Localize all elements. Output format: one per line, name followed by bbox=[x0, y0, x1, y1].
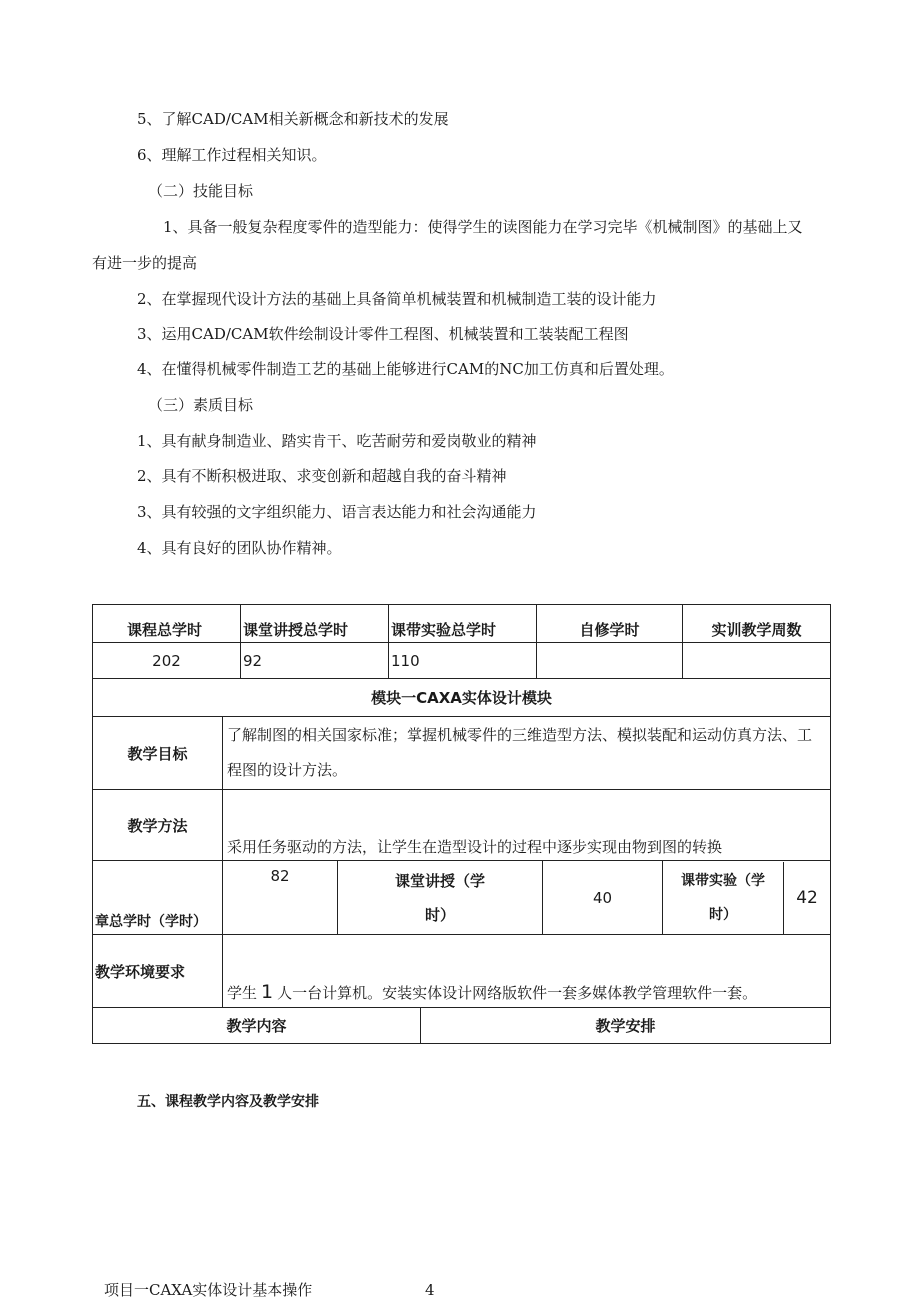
goal-text-line1: 了解制图的相关国家标准；掌握机械零件的三维造型方法、模拟装配和运动仿真方法、工 bbox=[227, 726, 813, 744]
quality-1: 1、具有献身制造业、踏实肯干、吃苦耐劳和爱岗敬业的精神 bbox=[137, 432, 537, 450]
chapter-hours-label: 章总学时（学时） bbox=[93, 861, 223, 935]
goal-text-line2: 程图的设计方法。 bbox=[227, 761, 348, 779]
quality-3: 3、具有较强的文字组织能力、语言表达能力和社会沟通能力 bbox=[137, 503, 537, 521]
method-text: 采用任务驱动的方法，让学生在造型设计的过程中逐步实现由物到图的转换 bbox=[223, 790, 831, 861]
para-5: 5、了解CAD/CAM相关新概念和新技术的发展 bbox=[137, 110, 449, 128]
lecture-hours-label-line1: 课堂讲授（学 bbox=[394, 871, 485, 890]
section-5-heading: 五、课程教学内容及教学安排 bbox=[137, 1094, 319, 1110]
environment-text-num: 1 bbox=[261, 981, 274, 1003]
lab-hours-label bbox=[663, 862, 784, 934]
footer-project: 项目一CAXA实体设计基本操作 bbox=[104, 1281, 313, 1299]
lecture-hours-label-line2: 时） bbox=[424, 905, 455, 924]
arrangement-label: 教学安排 bbox=[421, 1008, 831, 1044]
quality-2: 2、具有不断积极进取、求变创新和超越自我的奋斗精神 bbox=[137, 467, 507, 485]
lecture-hours-label bbox=[338, 861, 543, 935]
value-training-weeks bbox=[683, 643, 831, 679]
skill-1-line1: 1、具备一般复杂程度零件的造型能力：使得学生的读图能力在学习完毕《机械制图》的基础上又 bbox=[163, 218, 803, 236]
lab-hours-value: 42 bbox=[796, 887, 818, 908]
lecture-hours-value: 40 bbox=[543, 861, 663, 935]
quality-heading: （三）素质目标 bbox=[148, 396, 254, 414]
value-self-study-hours bbox=[537, 643, 683, 679]
method-label: 教学方法 bbox=[93, 790, 223, 861]
environment-text-post: 人一台计算机。安装实体设计网络版软件一套多媒体教学管理软件一套。 bbox=[277, 984, 758, 1002]
value-lecture-hours: 92 bbox=[241, 643, 389, 679]
module-table bbox=[92, 678, 831, 1044]
content-label: 教学内容 bbox=[93, 1008, 421, 1044]
quality-4: 4、具有良好的团队协作精神。 bbox=[137, 539, 342, 557]
value-lab-hours: 110 bbox=[389, 643, 537, 679]
goal-label: 教学目标 bbox=[93, 717, 223, 790]
hours-table bbox=[92, 604, 831, 679]
header-lab-hours: 课带实验总学时 bbox=[389, 605, 537, 643]
skill-3: 3、运用CAD/CAM软件绘制设计零件工程图、机械装置和工装装配工程图 bbox=[137, 325, 629, 343]
value-total-hours: 202 bbox=[93, 643, 241, 679]
footer-hours: 4 bbox=[425, 1281, 435, 1299]
skill-4: 4、在懂得机械零件制造工艺的基础上能够进行CAM的NC加工仿真和后置处理。 bbox=[137, 360, 674, 378]
environment-text-pre: 学生 bbox=[227, 984, 258, 1002]
header-self-study-hours: 自修学时 bbox=[537, 605, 683, 643]
lab-hours-label-line1: 课带实验（学 bbox=[681, 872, 765, 889]
goal-text bbox=[223, 717, 831, 790]
para-6: 6、理解工作过程相关知识。 bbox=[137, 146, 327, 164]
skill-2: 2、在掌握现代设计方法的基础上具备简单机械装置和机械制造工装的设计能力 bbox=[137, 290, 657, 308]
lab-hours-label-line2: 时） bbox=[709, 906, 737, 923]
lab-hours-cell bbox=[663, 861, 831, 935]
chapter-hours-total: 82 bbox=[223, 861, 338, 935]
environment-text bbox=[223, 935, 831, 1008]
skill-heading: （二）技能目标 bbox=[148, 182, 254, 200]
module-title: 模块一CAXA实体设计模块 bbox=[93, 679, 831, 717]
header-total-hours: 课程总学时 bbox=[93, 605, 241, 643]
skill-1-line2: 有进一步的提高 bbox=[92, 254, 198, 272]
environment-label: 教学环境要求 bbox=[93, 935, 223, 1008]
header-lecture-hours: 课堂讲授总学时 bbox=[241, 605, 389, 643]
header-training-weeks: 实训教学周数 bbox=[683, 605, 831, 643]
